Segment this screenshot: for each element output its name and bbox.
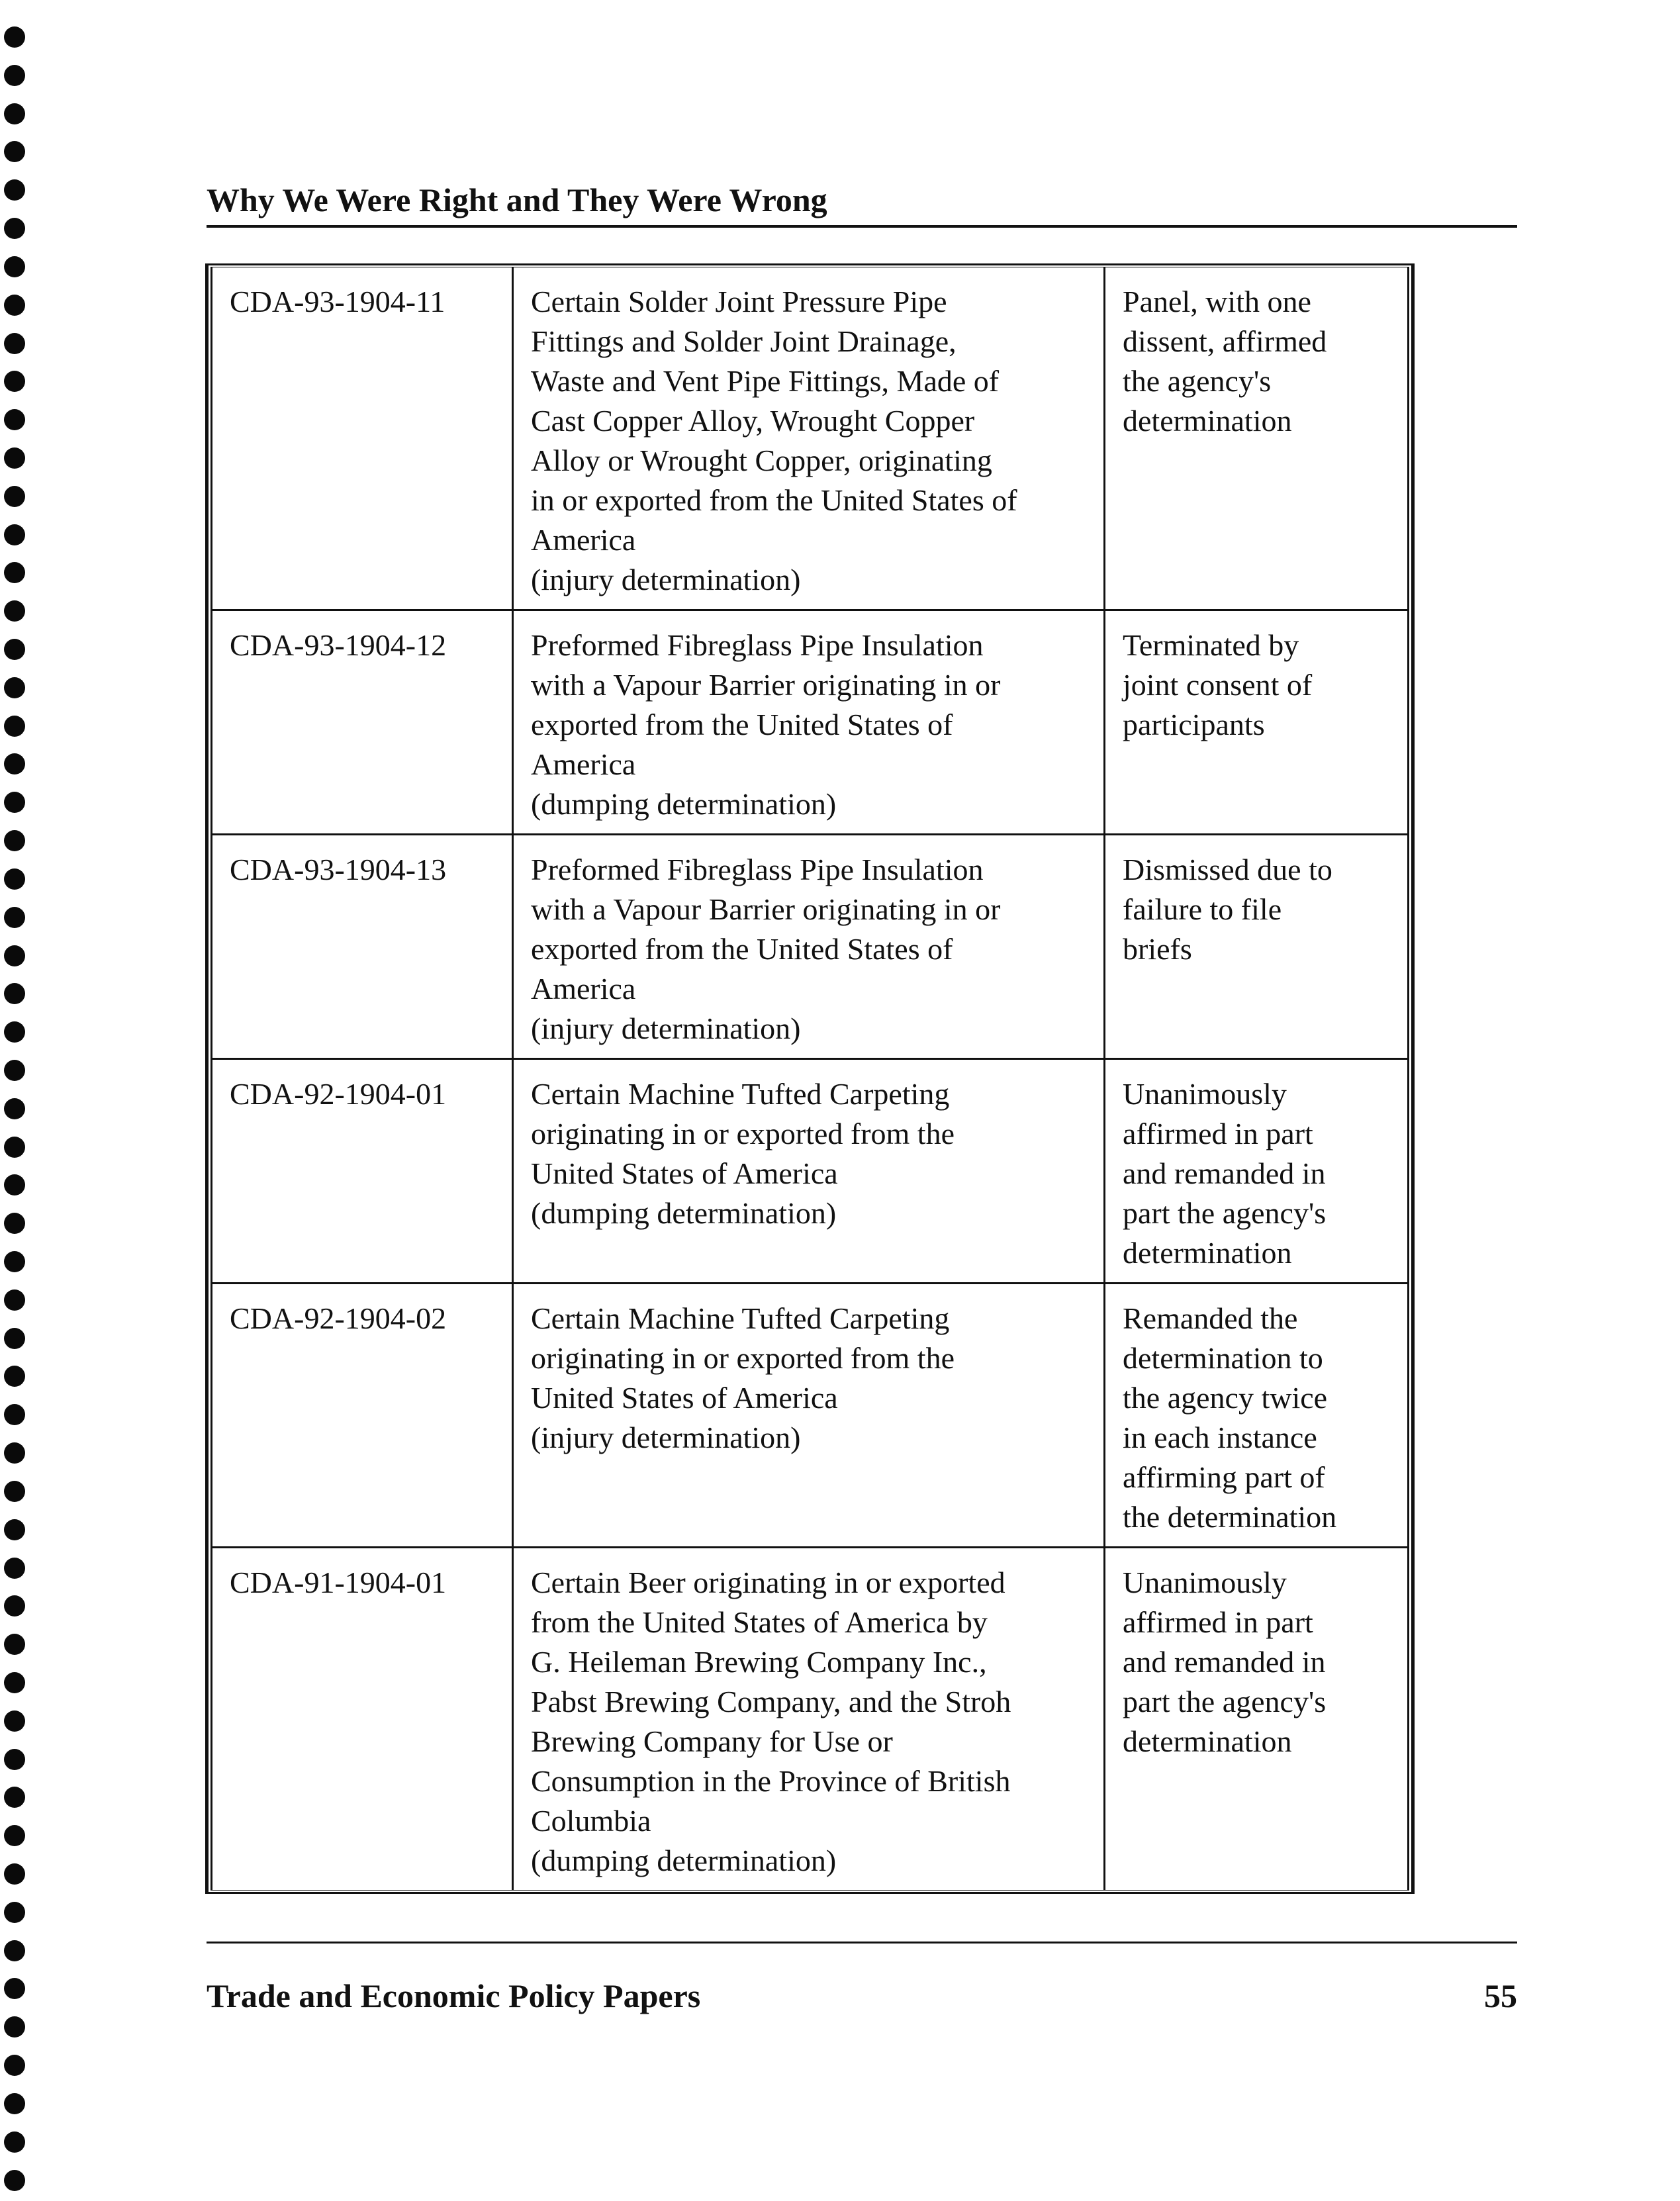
case-description-line: (dumping determination) [531, 1844, 837, 1877]
case-result-line: dissent, affirmed [1123, 324, 1327, 358]
case-result-line: determination [1123, 1724, 1292, 1758]
case-number-cell [212, 1548, 513, 1891]
case-number: CDA-93-1904-11 [230, 285, 445, 318]
case-result-line: Panel, with one [1123, 285, 1311, 318]
case-description-line: originating in or exported from the [531, 1117, 955, 1150]
case-result-cell [1105, 1059, 1408, 1284]
case-result-cell [1105, 267, 1408, 610]
binding-hole [4, 141, 25, 162]
binding-hole [4, 907, 25, 928]
case-description-line: Certain Machine Tufted Carpeting [531, 1077, 950, 1111]
binding-hole [4, 1595, 25, 1616]
case-number-cell [212, 610, 513, 835]
case-result-line: Unanimously [1123, 1077, 1287, 1111]
binding-hole [4, 639, 25, 660]
case-description-line: Cast Copper Alloy, Wrought Copper [531, 404, 975, 438]
binding-hole [4, 1902, 25, 1923]
case-number-cell [212, 1059, 513, 1284]
case-result-line: briefs [1123, 932, 1192, 966]
case-description-line: America [531, 747, 636, 781]
case-description-line: (injury determination) [531, 563, 801, 596]
case-description-line: (dumping determination) [531, 787, 837, 821]
binding-hole [4, 65, 25, 86]
binding-hole [4, 1328, 25, 1349]
case-description-line: exported from the United States of [531, 708, 953, 741]
case-description-cell [513, 1548, 1105, 1891]
case-result-line: joint consent of [1123, 668, 1313, 702]
binding-hole [4, 1940, 25, 1961]
binding-hole [4, 295, 25, 316]
case-description-line: (injury determination) [531, 1421, 801, 1454]
binding-holes [4, 26, 28, 2191]
binding-hole [4, 716, 25, 737]
footer-title: Trade and Economic Policy Papers [207, 1977, 701, 2014]
case-description-line: in or exported from the United States of [531, 483, 1017, 517]
case-result-line: and remanded in [1123, 1156, 1326, 1190]
binding-hole [4, 26, 25, 48]
binding-hole [4, 1863, 25, 1885]
case-result-line: part the agency's [1123, 1196, 1327, 1230]
case-result-line: failure to file [1123, 892, 1282, 926]
binding-hole [4, 1251, 25, 1272]
binding-hole [4, 1442, 25, 1464]
binding-hole [4, 2170, 25, 2191]
case-description-cell [513, 835, 1105, 1059]
binding-hole [4, 600, 25, 622]
binding-hole [4, 562, 25, 583]
table-row [212, 835, 1407, 1059]
binding-hole [4, 1558, 25, 1579]
case-result-cell [1105, 1284, 1408, 1548]
case-result-line: participants [1123, 708, 1265, 741]
case-number-cell [212, 835, 513, 1059]
binding-hole [4, 409, 25, 430]
case-description-line: America [531, 972, 636, 1006]
binding-hole [4, 753, 25, 774]
case-description-line: Certain Solder Joint Pressure Pipe [531, 285, 947, 318]
case-description-line: Preformed Fibreglass Pipe Insulation [531, 853, 984, 886]
case-number: CDA-93-1904-12 [230, 628, 447, 662]
binding-hole [4, 1710, 25, 1732]
case-description-line: United States of America [531, 1156, 838, 1190]
case-result-line: in each instance [1123, 1421, 1317, 1454]
case-description-line: Consumption in the Province of British [531, 1764, 1011, 1798]
binding-hole [4, 1519, 25, 1540]
running-header: Why We Were Right and They Were Wrong [207, 180, 1517, 228]
case-number-cell [212, 267, 513, 610]
binding-hole [4, 1749, 25, 1770]
cases-table-body [212, 267, 1407, 1890]
table-row [212, 1284, 1407, 1548]
case-description-cell [513, 1059, 1105, 1284]
case-result-line: part the agency's [1123, 1685, 1327, 1718]
case-description-cell [513, 610, 1105, 835]
case-result-line: affirmed in part [1123, 1605, 1313, 1639]
case-result-cell [1105, 1548, 1408, 1891]
footer-rule [207, 1942, 1517, 1943]
binding-hole [4, 179, 25, 201]
case-result-line: affirmed in part [1123, 1117, 1313, 1150]
binding-hole [4, 371, 25, 392]
case-number: CDA-92-1904-02 [230, 1301, 447, 1335]
case-description-line: Preformed Fibreglass Pipe Insulation [531, 628, 984, 662]
table-row [212, 1548, 1407, 1891]
binding-hole [4, 2093, 25, 2114]
case-description-line: Certain Beer originating in or exported [531, 1566, 1005, 1599]
case-result-line: and remanded in [1123, 1645, 1326, 1679]
case-result-line: determination [1123, 404, 1292, 438]
case-description-line: Alloy or Wrought Copper, originating [531, 444, 992, 477]
binding-hole [4, 486, 25, 507]
binding-hole [4, 677, 25, 698]
binding-hole [4, 447, 25, 469]
case-description-line: America [531, 523, 636, 557]
case-number-cell [212, 1284, 513, 1548]
case-description-line: (injury determination) [531, 1011, 801, 1045]
binding-hole [4, 1366, 25, 1387]
cases-table-frame [207, 265, 1413, 1893]
case-description-line: Columbia [531, 1804, 651, 1838]
binding-hole [4, 792, 25, 813]
binding-hole [4, 1098, 25, 1119]
table-row [212, 1059, 1407, 1284]
case-description-line: Certain Machine Tufted Carpeting [531, 1301, 950, 1335]
binding-hole [4, 256, 25, 277]
case-description-line: with a Vapour Barrier originating in or [531, 668, 1001, 702]
case-description-cell [513, 1284, 1105, 1548]
case-description-line: Fittings and Solder Joint Drainage, [531, 324, 957, 358]
case-result-line: the agency twice [1123, 1381, 1328, 1415]
case-description-line: (dumping determination) [531, 1196, 837, 1230]
binding-hole [4, 1060, 25, 1081]
case-description-line: G. Heileman Brewing Company Inc., [531, 1645, 987, 1679]
case-description-line: from the United States of America by [531, 1605, 988, 1639]
case-description-line: originating in or exported from the [531, 1341, 955, 1375]
case-result-cell [1105, 610, 1408, 835]
page-number: 55 [1484, 1977, 1517, 2014]
binding-hole [4, 945, 25, 966]
binding-hole [4, 1787, 25, 1808]
binding-hole [4, 1825, 25, 1846]
case-description-line: United States of America [531, 1381, 838, 1415]
binding-hole [4, 218, 25, 239]
case-number: CDA-92-1904-01 [230, 1077, 447, 1111]
table-row [212, 610, 1407, 835]
binding-hole [4, 333, 25, 354]
case-description-line: Pabst Brewing Company, and the Stroh [531, 1685, 1011, 1718]
binding-hole [4, 103, 25, 124]
case-result-line: determination [1123, 1236, 1292, 1270]
binding-hole [4, 868, 25, 890]
case-number: CDA-93-1904-13 [230, 853, 447, 886]
binding-hole [4, 1634, 25, 1655]
binding-hole [4, 1978, 25, 1999]
binding-hole [4, 1213, 25, 1234]
binding-hole [4, 1672, 25, 1693]
case-result-line: Remanded the [1123, 1301, 1298, 1335]
case-result-line: the determination [1123, 1500, 1337, 1534]
binding-hole [4, 2131, 25, 2153]
case-result-line: Terminated by [1123, 628, 1299, 662]
case-description-line: exported from the United States of [531, 932, 953, 966]
case-description-line: Waste and Vent Pipe Fittings, Made of [531, 364, 1000, 398]
binding-hole [4, 1021, 25, 1043]
case-result-line: determination to [1123, 1341, 1323, 1375]
binding-hole [4, 524, 25, 545]
cases-table [212, 267, 1407, 1890]
case-result-line: the agency's [1123, 364, 1272, 398]
binding-hole [4, 1174, 25, 1195]
case-description-line: Brewing Company for Use or [531, 1724, 893, 1758]
case-result-cell [1105, 835, 1408, 1059]
binding-hole [4, 1289, 25, 1311]
case-description-line: with a Vapour Barrier originating in or [531, 892, 1001, 926]
case-description-cell [513, 267, 1105, 610]
binding-hole [4, 1404, 25, 1425]
case-result-line: Dismissed due to [1123, 853, 1332, 886]
case-result-line: affirming part of [1123, 1460, 1325, 1494]
table-row [212, 267, 1407, 610]
binding-hole [4, 983, 25, 1004]
binding-hole [4, 2055, 25, 2076]
binding-hole [4, 1137, 25, 1158]
binding-hole [4, 830, 25, 851]
binding-hole [4, 2016, 25, 2037]
case-result-line: Unanimously [1123, 1566, 1287, 1599]
binding-hole [4, 1481, 25, 1502]
case-number: CDA-91-1904-01 [230, 1566, 447, 1599]
